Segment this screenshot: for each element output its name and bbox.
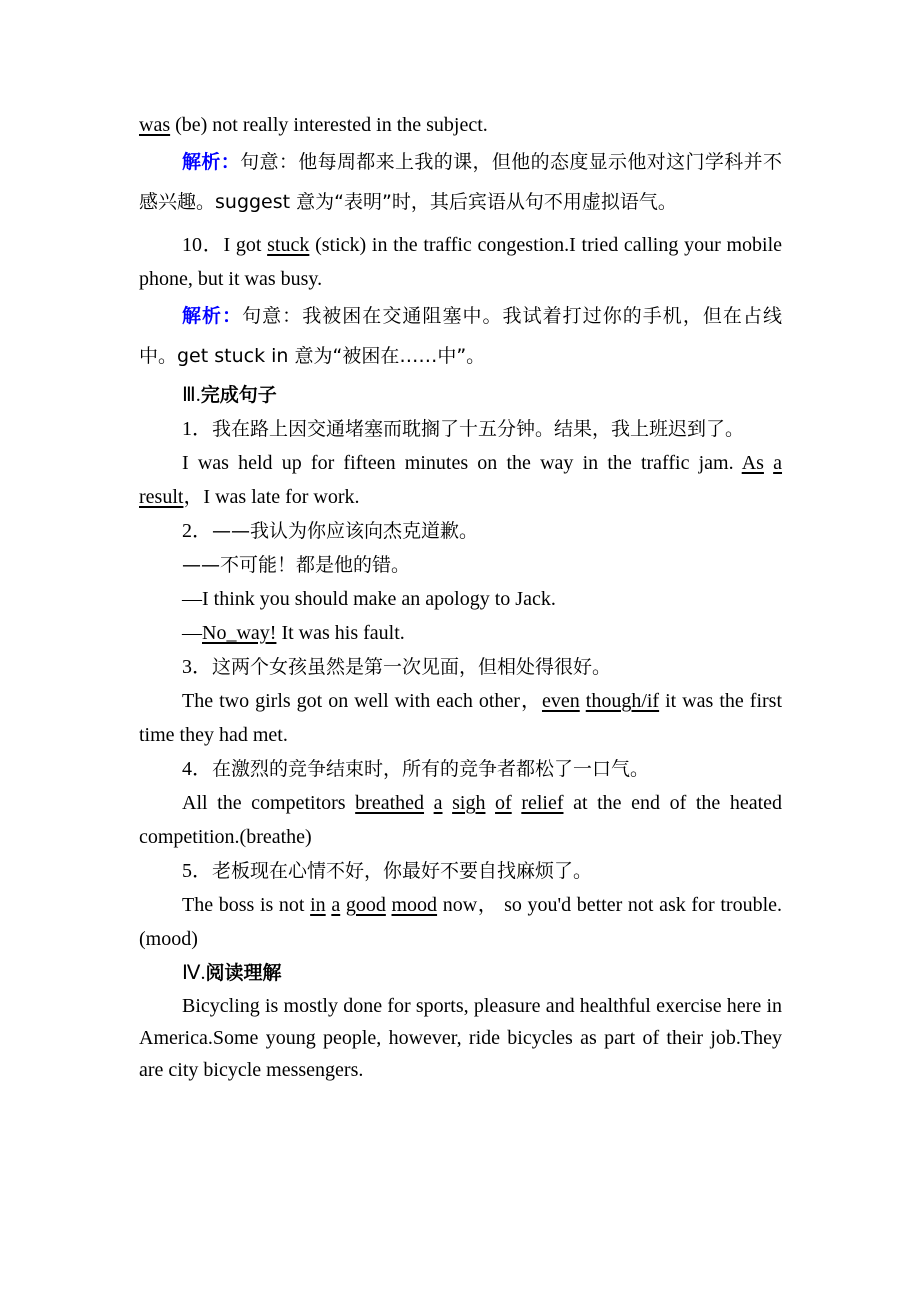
item-1-english bbox=[139, 446, 782, 514]
answer-blank: No_way! bbox=[202, 622, 277, 644]
item-2-chinese-line-1 bbox=[139, 514, 782, 548]
sentence-text: —I think you should make an apology to Jack. bbox=[182, 588, 556, 610]
answer-blank: a bbox=[331, 894, 341, 916]
answer-blank: relief bbox=[521, 792, 564, 814]
sentence-text: I got bbox=[223, 234, 268, 256]
q9-analysis bbox=[139, 142, 782, 222]
sentence-text: All the competitors bbox=[182, 792, 356, 814]
paragraph-text: Bicycling is mostly done for sports, pleasure and healthful exercise here in America.Some young people, however, ride bicycles as part of their job.They are city bicycle messengers. bbox=[139, 995, 782, 1081]
answer-blank: was bbox=[139, 114, 171, 136]
answer-blank: As bbox=[741, 452, 764, 474]
question-number: 5． bbox=[182, 860, 212, 882]
answer-blank: sigh bbox=[452, 792, 486, 814]
chinese-prompt: 老板现在心情不好，你最好不要自找麻烦了。 bbox=[212, 860, 593, 882]
chinese-prompt: ——不可能！都是他的错。 bbox=[182, 554, 411, 576]
sentence-text: at the end of the heated competition.(breathe) bbox=[139, 792, 783, 848]
sentence-text: (stick) in the traffic congestion.I tried calling your mobile phone, but it was busy. bbox=[139, 234, 783, 290]
section-heading-reading-comprehension bbox=[139, 956, 782, 990]
section-numeral: Ⅳ. bbox=[182, 962, 206, 984]
item-5-english bbox=[139, 888, 782, 956]
chinese-prompt: 这两个女孩虽然是第一次见面，但相处得很好。 bbox=[212, 656, 612, 678]
answer-blank: breathed bbox=[355, 792, 425, 814]
sentence-text: It was his fault. bbox=[276, 622, 405, 644]
document-page bbox=[139, 108, 782, 1086]
dash: — bbox=[182, 622, 202, 644]
answer-blank: result bbox=[139, 486, 184, 508]
sentence-text: The boss is not bbox=[182, 894, 311, 916]
question-number: 10． bbox=[182, 234, 224, 256]
sentence-text: ，I was late for work. bbox=[183, 486, 360, 508]
question-number: 1． bbox=[182, 418, 212, 440]
q10-analysis bbox=[139, 296, 782, 376]
answer-blank: good bbox=[345, 894, 386, 916]
answer-blank: even bbox=[541, 690, 580, 712]
sentence-text: (be) not really interested in the subject. bbox=[170, 114, 488, 136]
item-1-chinese bbox=[139, 412, 782, 446]
sentence-text: I was held up for fifteen minutes on the way in the traffic jam. bbox=[182, 452, 742, 474]
question-number: 2． bbox=[182, 520, 212, 542]
analysis-text: 句意：我被困在交通阻塞中。我试着打过你的手机，但在占线中。get stuck in 意为“被困在……中”。 bbox=[139, 305, 782, 367]
answer-blank: stuck bbox=[267, 234, 310, 256]
item-4-english bbox=[139, 786, 782, 854]
chinese-prompt: ——我认为你应该向杰克道歉。 bbox=[212, 520, 479, 542]
item-3-english bbox=[139, 684, 782, 752]
item-3-chinese bbox=[139, 650, 782, 684]
item-2-chinese-line-2 bbox=[139, 548, 782, 582]
q10-sentence bbox=[139, 228, 782, 296]
section-heading-complete-sentences bbox=[139, 378, 782, 412]
q9-sentence-tail bbox=[139, 108, 782, 142]
reading-paragraph bbox=[139, 990, 782, 1086]
analysis-text: 句意：他每周都来上我的课，但他的态度显示他对这门学科并不感兴趣。suggest 意为“表明”时，其后宾语从句不用虚拟语气。 bbox=[139, 151, 782, 213]
sentence-text: it was the first time they had met. bbox=[139, 690, 783, 746]
item-5-chinese bbox=[139, 854, 782, 888]
item-2-english-line-1 bbox=[139, 582, 782, 616]
answer-blank: though/if bbox=[585, 690, 660, 712]
question-number: 3． bbox=[182, 656, 212, 678]
answer-blank: mood bbox=[391, 894, 438, 916]
sentence-text: The two girls got on well with each other， bbox=[182, 690, 542, 712]
answer-blank: a bbox=[773, 452, 783, 474]
item-4-chinese bbox=[139, 752, 782, 786]
section-title: 阅读理解 bbox=[205, 962, 282, 984]
chinese-prompt: 我在路上因交通堵塞而耽搁了十五分钟。结果，我上班迟到了。 bbox=[212, 418, 745, 440]
analysis-label: 解析： bbox=[182, 305, 243, 327]
analysis-label: 解析： bbox=[182, 151, 241, 173]
question-number: 4． bbox=[182, 758, 212, 780]
section-title: 完成句子 bbox=[200, 384, 277, 406]
answer-blank: in bbox=[310, 894, 326, 916]
section-numeral: Ⅲ. bbox=[182, 384, 201, 406]
answer-blank: of bbox=[495, 792, 512, 814]
chinese-prompt: 在激烈的竞争结束时，所有的竞争者都松了一口气。 bbox=[212, 758, 650, 780]
answer-blank: a bbox=[433, 792, 443, 814]
item-2-english-line-2 bbox=[139, 616, 782, 650]
sentence-text: now， so you'd better not ask for trouble.(mood) bbox=[139, 894, 783, 950]
